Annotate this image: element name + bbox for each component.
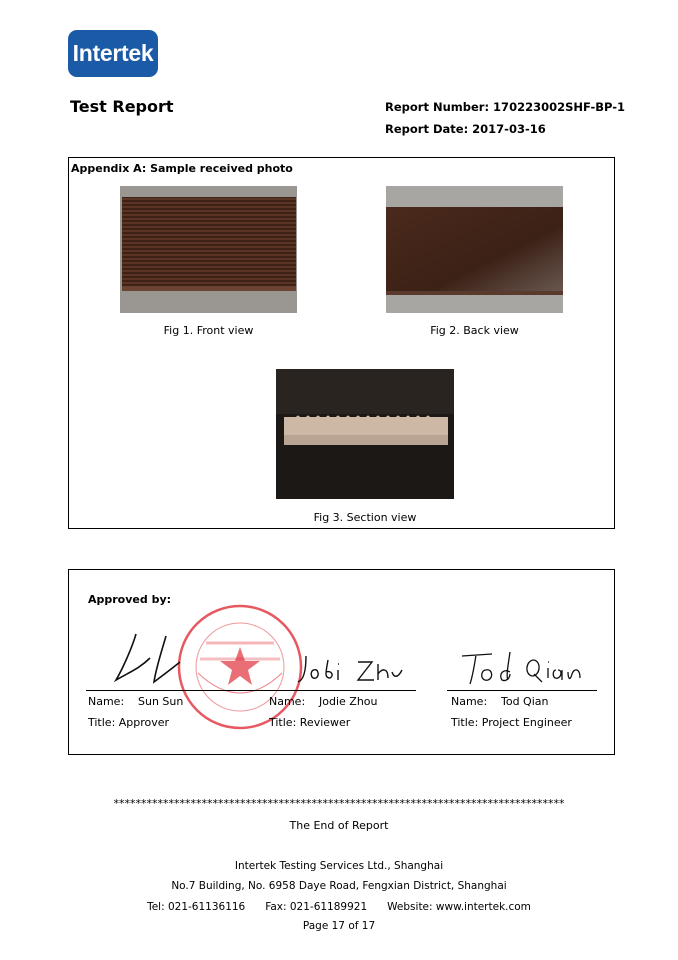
end-of-report: The End of Report — [289, 819, 389, 832]
footer-address: No.7 Building, No. 6958 Daye Road, Fengxian District, Shanghai — [171, 880, 507, 892]
signature-tod-qian — [458, 648, 588, 690]
report-number: Report Number: 170223002SHF-BP-1 — [385, 100, 626, 114]
page-number: Page 17 of 17 — [302, 920, 376, 932]
fig3-caption: Fig 3. Section view — [313, 511, 417, 524]
company-stamp — [176, 603, 304, 731]
fig2-photo — [386, 186, 563, 313]
footer-contact: Tel: 021-61136116 Fax: 021-61189921 Website: www.intertek.com — [147, 901, 531, 913]
report-date: Report Date: 2017-03-16 — [385, 122, 546, 136]
page-title: Test Report — [70, 97, 174, 116]
approved-by-heading: Approved by: — [88, 593, 172, 606]
signature-line-1 — [86, 690, 266, 691]
fig1-photo — [120, 186, 297, 313]
footer-company: Intertek Testing Services Ltd., Shanghai — [234, 860, 444, 872]
signature-jodie-zhou — [296, 650, 406, 690]
section-view-photo — [276, 369, 454, 499]
red-seal-icon — [176, 603, 304, 731]
signatory-name-1: Sun Sun — [138, 695, 184, 708]
fig2-caption: Fig 2. Back view — [430, 324, 519, 337]
signatory-name-3: Tod Qian — [501, 695, 549, 708]
signature-line-2 — [266, 690, 416, 691]
signature-line-3 — [447, 690, 597, 691]
logo-text: Intertek — [72, 40, 154, 66]
fig1-caption: Fig 1. Front view — [163, 324, 254, 337]
intertek-logo — [68, 30, 158, 77]
fig3-photo — [276, 369, 454, 499]
signatory-name-2: Jodie Zhou — [319, 695, 378, 708]
signatory-title-1: Title: Approver — [88, 716, 170, 729]
name-label-1: Name: — [88, 695, 125, 708]
signatory-title-3: Title: Project Engineer — [451, 716, 572, 729]
front-view-photo — [120, 186, 297, 313]
name-label-2: Name: — [269, 695, 306, 708]
back-view-photo — [386, 186, 563, 313]
name-label-3: Name: — [451, 695, 488, 708]
signatory-title-2: Title: Reviewer — [269, 716, 351, 729]
end-divider: ********************************************************************************** — [113, 797, 565, 810]
signature-sun-sun — [110, 628, 190, 688]
appendix-title: Appendix A: Sample received photo — [71, 162, 293, 175]
